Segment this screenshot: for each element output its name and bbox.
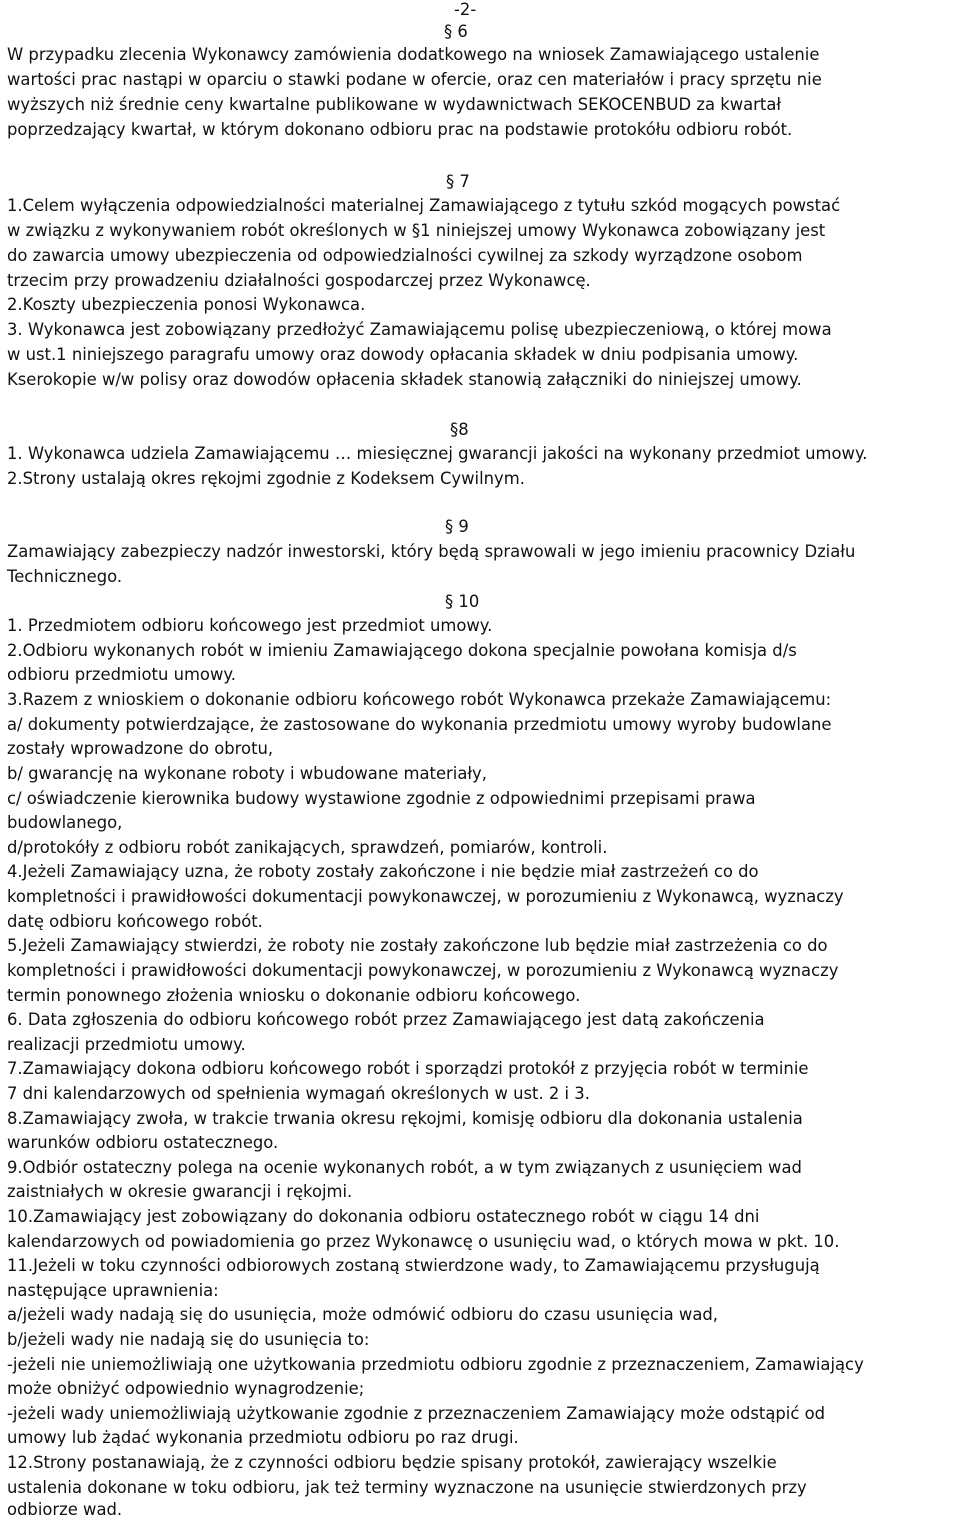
paragraph-line: 7.Zamawiający dokona odbioru końcowego robót i sporządzi protokół z przyjęcia robót w terminie — [7, 1059, 809, 1078]
paragraph-line: kalendarzowych od powiadomienia go przez Wykonawcę o usunięciu wad, o których mowa w pkt. 10. — [7, 1232, 840, 1251]
paragraph-line: poprzedzający kwartał, w którym dokonano odbioru prac na podstawie protokółu odbioru robót. — [7, 120, 793, 139]
section-heading-7: § 7 — [446, 172, 470, 191]
paragraph-line: b/ gwarancję na wykonane roboty i wbudowane materiały, — [7, 764, 487, 783]
paragraph-line: Kserokopie w/w polisy oraz dowodów opłacenia składek stanowią załączniki do niniejszej umowy. — [7, 370, 802, 389]
paragraph-line: a/jeżeli wady nadają się do usunięcia, może odmówić odbioru do czasu usunięcia wad, — [7, 1305, 718, 1324]
page-number: -2- — [454, 0, 477, 19]
paragraph-line: 2.Strony ustalają okres rękojmi zgodnie z Kodeksem Cywilnym. — [7, 469, 525, 488]
paragraph-line: odbiorze wad. — [7, 1500, 123, 1519]
section-heading-6: § 6 — [444, 22, 468, 41]
paragraph-line: 5.Jeżeli Zamawiający stwierdzi, że roboty nie zostały zakończone lub będzie miał zastrzeżenia co do — [7, 936, 828, 955]
paragraph-line: następujące uprawnienia: — [7, 1281, 219, 1300]
paragraph-line: termin ponownego złożenia wniosku o dokonanie odbioru końcowego. — [7, 986, 581, 1005]
paragraph-line: 10.Zamawiający jest zobowiązany do dokonania odbioru ostatecznego robót w ciągu 14 dni — [7, 1207, 760, 1226]
paragraph-line: 3.Razem z wnioskiem o dokonanie odbioru końcowego robót Wykonawca przekaże Zamawiającemu: — [7, 690, 832, 709]
paragraph-line: może obniżyć odpowiednio wynagrodzenie; — [7, 1379, 365, 1398]
paragraph-line: 1. Wykonawca udziela Zamawiającemu … miesięcznej gwarancji jakości na wykonany przedmiot umowy. — [7, 444, 868, 463]
section-heading-8: §8 — [450, 420, 469, 439]
paragraph-line: W przypadku zlecenia Wykonawcy zamówienia dodatkowego na wniosek Zamawiającego ustalenie — [7, 45, 820, 64]
paragraph-line: b/jeżeli wady nie nadają się do usunięcia to: — [7, 1330, 370, 1349]
paragraph-line: -jeżeli nie uniemożliwiają one użytkowania przedmiotu odbioru zgodnie z przeznaczeniem, Zamawiający — [7, 1355, 864, 1374]
paragraph-line: 1.Celem wyłączenia odpowiedzialności materialnej Zamawiającego z tytułu szkód mogących powstać — [7, 196, 841, 215]
paragraph-line: d/protokóły z odbioru robót zanikających, sprawdzeń, pomiarów, kontroli. — [7, 838, 608, 857]
paragraph-line: 2.Koszty ubezpieczenia ponosi Wykonawca. — [7, 295, 366, 314]
paragraph-line: wyższych niż średnie ceny kwartalne publikowane w wydawnictwach SEKOCENBUD za kwartał — [7, 95, 782, 114]
paragraph-line: zostały wprowadzone do obrotu, — [7, 739, 274, 758]
paragraph-line: Zamawiający zabezpieczy nadzór inwestorski, który będą sprawowali w jego imieniu pracownicy Działu — [7, 542, 856, 561]
paragraph-line: a/ dokumenty potwierdzające, że zastosowane do wykonania przedmiotu umowy wyroby budowlane — [7, 715, 832, 734]
paragraph-line: Technicznego. — [7, 567, 123, 586]
paragraph-line: w ust.1 niniejszego paragrafu umowy oraz dowody opłacania składek w dniu podpisania umowy. — [7, 345, 799, 364]
paragraph-line: wartości prac nastąpi w oparciu o stawki podane w ofercie, oraz cen materiałów i pracy sprzętu nie — [7, 70, 822, 89]
paragraph-line: zaistniałych w okresie gwarancji i rękojmi. — [7, 1182, 353, 1201]
paragraph-line: w związku z wykonywaniem robót określonych w §1 niniejszej umowy Wykonawca zobowiązany jest — [7, 221, 826, 240]
paragraph-line: do zawarcia umowy ubezpieczenia od odpowiedzialności cywilnej za szkody wyrządzone osobom — [7, 246, 803, 265]
section-heading-10: § 10 — [445, 592, 480, 611]
paragraph-line: 6. Data zgłoszenia do odbioru końcowego robót przez Zamawiającego jest datą zakończenia — [7, 1010, 765, 1029]
paragraph-line: 8.Zamawiający zwoła, w trakcie trwania okresu rękojmi, komisję odbioru dla dokonania ustalenia — [7, 1109, 803, 1128]
paragraph-line: budowlanego, — [7, 813, 123, 832]
paragraph-line: 4.Jeżeli Zamawiający uzna, że roboty zostały zakończone i nie będzie miał zastrzeżeń co do — [7, 862, 759, 881]
paragraph-line: warunków odbioru ostatecznego. — [7, 1133, 279, 1152]
paragraph-line: 1. Przedmiotem odbioru końcowego jest przedmiot umowy. — [7, 616, 493, 635]
paragraph-line: kompletności i prawidłowości dokumentacji powykonawczej, w porozumieniu z Wykonawcą, wyznaczy — [7, 887, 844, 906]
paragraph-line: 7 dni kalendarzowych od spełnienia wymagań określonych w ust. 2 i 3. — [7, 1084, 590, 1103]
paragraph-line: 9.Odbiór ostateczny polega na ocenie wykonanych robót, a w tym związanych z usunięciem wad — [7, 1158, 802, 1177]
paragraph-line: odbioru przedmiotu umowy. — [7, 665, 236, 684]
paragraph-line: 3. Wykonawca jest zobowiązany przedłożyć Zamawiającemu polisę ubezpieczeniową, o której mowa — [7, 320, 832, 339]
paragraph-line: -jeżeli wady uniemożliwiają użytkowanie zgodnie z przeznaczeniem Zamawiający może odstąpić od — [7, 1404, 826, 1423]
paragraph-line: datę odbioru końcowego robót. — [7, 912, 263, 931]
paragraph-line: realizacji przedmiotu umowy. — [7, 1035, 246, 1054]
paragraph-line: 11.Jeżeli w toku czynności odbiorowych zostaną stwierdzone wady, to Zamawiającemu przysługują — [7, 1256, 820, 1275]
paragraph-line: 2.Odbioru wykonanych robót w imieniu Zamawiającego dokona specjalnie powołana komisja d/s — [7, 641, 797, 660]
paragraph-line: ustalenia dokonane w toku odbioru, jak też terminy wyznaczone na usunięcie stwierdzonych przy — [7, 1478, 807, 1497]
paragraph-line: umowy lub żądać wykonania przedmiotu odbioru po raz drugi. — [7, 1428, 519, 1447]
paragraph-line: kompletności i prawidłowości dokumentacji powykonawczej, w porozumieniu z Wykonawcą wyznaczy — [7, 961, 839, 980]
section-heading-9: § 9 — [445, 517, 469, 536]
paragraph-line: trzecim przy prowadzeniu działalności gospodarczej przez Wykonawcę. — [7, 271, 591, 290]
paragraph-line: c/ oświadczenie kierownika budowy wystawione zgodnie z odpowiednimi przepisami prawa — [7, 789, 756, 808]
paragraph-line: 12.Strony postanawiają, że z czynności odbioru będzie spisany protokół, zawierający wszelkie — [7, 1453, 777, 1472]
